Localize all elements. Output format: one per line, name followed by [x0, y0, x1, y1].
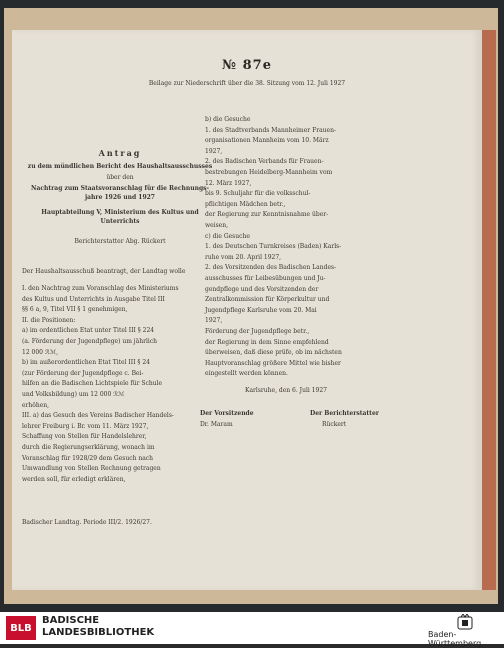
right-body-line: ausschusses für Leibesübungen und Ju- — [205, 275, 326, 282]
left-body-line: (zur Förderung der Jugendpflege c. Bei- — [22, 369, 144, 377]
left-body-line: und Volksbildung) um 12 000 ℛℳ — [22, 391, 125, 398]
right-body-line: gendpflege und des Vorsitzenden der — [205, 285, 319, 293]
right-body-line: eingestellt werden können. — [205, 370, 288, 378]
left-body-line: Umwandlung von Stellen Rechnung getragen — [22, 465, 161, 473]
right-body-line: Förderung der Jugendpflege betr., — [205, 328, 310, 335]
library-name-line-1: BADISCHE — [42, 615, 100, 626]
left-body-line: des Kultus und Unterrichts in Ausgabe Titel III — [22, 295, 165, 303]
reporter-label: Der Berichterstatter — [310, 410, 379, 417]
heading-line-3: Nachtrag zum Staatsvoranschlag für die Rechnungs- — [30, 185, 210, 192]
left-body-line: II. die Positionen: — [22, 316, 76, 324]
library-name-line-2: LANDESBIBLIOTHEK — [42, 627, 155, 638]
left-body-line: Voranschlag für 1928/29 dem Gesuch nach — [22, 454, 154, 462]
right-body-line: der Regierung in dem Sinne empfehlend — [205, 338, 329, 346]
right-body-line: bestrebungen Heidelberg-Mannheim vom — [205, 169, 333, 176]
blb-logo[interactable]: BLB — [6, 616, 36, 640]
right-body-line: c) die Gesuche — [205, 232, 250, 240]
right-body-line: Zentralkommission für Körperkultur und — [205, 296, 330, 304]
left-body-line: III. a) das Gesuch des Vereins Badischer Handels- — [22, 412, 174, 420]
right-body-line: 1927, — [205, 147, 223, 155]
document-subtitle: Beilage zur Niederschrift über die 38. Sitzung vom 12. Juli 1927 — [148, 80, 346, 87]
chair-label: Der Vorsitzende — [200, 410, 254, 417]
baden-wuerttemberg-crest-icon — [456, 614, 474, 630]
left-body-line: werden soll, für erledigt erklären, — [22, 475, 126, 483]
right-body-line: 1. des Deutschen Turnkreises (Baden) Karls- — [205, 243, 342, 251]
heading-line-6: Unterrichts — [100, 218, 140, 225]
left-body-line: (a. Förderung der Jugendpflege) um jährlich — [22, 338, 158, 345]
heading-line-2: über den — [106, 174, 134, 181]
right-body-line: organisationen Mannheim vom 10. März — [205, 137, 329, 145]
right-body-line: bis 9. Schuljahr für die volksschul- — [205, 190, 311, 198]
document-number: № 87e — [221, 58, 273, 73]
left-body-line: a) im ordentlichen Etat unter Titel III § 224 — [22, 327, 155, 335]
right-body-line: Hauptvoranschlag größere Mittel wie bisher — [205, 359, 341, 367]
heading-antrag: Antrag — [98, 148, 142, 158]
left-body-line: 12 000 ℛℳ, — [22, 348, 59, 356]
left-body-line: I. den Nachtrag zum Voranschlag des Ministeriums — [22, 285, 179, 292]
right-body-line: weisen, — [205, 222, 229, 229]
library-name[interactable] — [42, 615, 154, 639]
left-body-line: hilfen an die Badischen Lichtspiele für Schule — [22, 380, 163, 388]
right-body-line: pflichtigen Mädchen betr., — [205, 200, 286, 208]
place-date: Karlsruhe, den 6. Juli 1927 — [245, 387, 327, 394]
right-body-line: 2. des Vorsitzenden des Badischen Landes- — [205, 264, 337, 272]
left-body-line: Schaffung von Stellen für Handelslehrer, — [22, 433, 147, 441]
chair-name: Dr. Maram — [200, 421, 233, 428]
right-body-line: ruhe vom 20. April 1927, — [205, 253, 282, 261]
intro-line: Der Haushaltsausschuß beantragt, der Landtag wolle — [22, 268, 186, 275]
right-body-line: 1927, — [205, 317, 223, 325]
reporter-line: Berichterstatter Abg. Rückert — [74, 238, 166, 245]
region-label: Baden-Württemberg — [428, 630, 482, 648]
left-body-line: lehrer Freiburg i. Br. vom 11. März 1927, — [22, 422, 149, 430]
heading-line-5: Hauptabteilung V, Ministerium des Kultus und — [41, 209, 199, 216]
right-body-line: 1. des Stadtverbands Mannheimer Frauen- — [205, 126, 336, 134]
heading-line-4: jahre 1926 und 1927 — [85, 194, 155, 201]
left-body-line: b) im außerordentlichen Etat Titel III § 24 — [22, 359, 150, 367]
right-body-line: Jugendpflege Karlsruhe vom 20. Mai — [205, 306, 317, 314]
right-body-line: der Regierung zur Kenntnisnahme über- — [205, 211, 329, 219]
page-footer: Badischer Landtag. Periode III/2. 1926/27. — [22, 519, 152, 526]
left-body-line: durch die Regierungserklärung, wonach im — [22, 444, 155, 451]
right-body-line: 12. März 1927, — [205, 179, 252, 187]
heading-line-1: zu dem mündlichen Bericht des Haushaltsausschusses — [27, 163, 213, 170]
right-body-line: b) die Gesuche — [205, 116, 251, 123]
left-body-line: §§ 6 a, 9, Titel VII § 1 genehmigen, — [22, 306, 128, 314]
right-body-line: 2. des Badischen Verbands für Frauen- — [205, 158, 324, 166]
reporter-name: Rückert — [322, 421, 347, 428]
right-body-line: überweisen, daß diese prüfe, ob im nächsten — [205, 349, 342, 357]
left-body-line: erhöhen, — [22, 401, 50, 409]
